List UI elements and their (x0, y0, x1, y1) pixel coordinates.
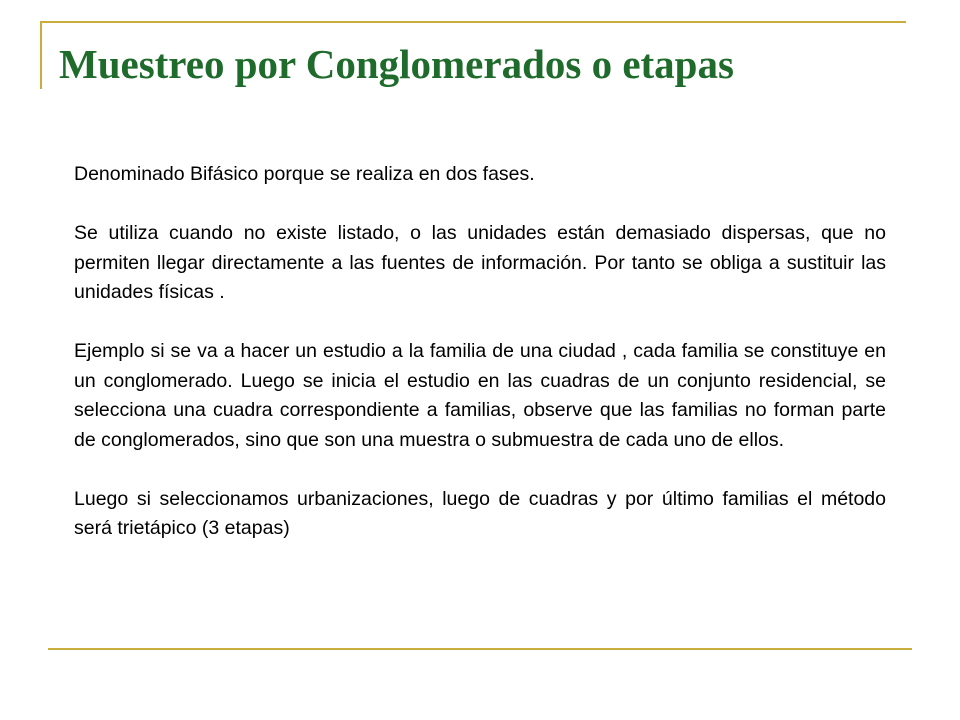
slide-title: Muestreo por Conglomerados o etapas (59, 41, 734, 87)
paragraph-definition: Denominado Bifásico porque se realiza en dos fases. (74, 163, 535, 185)
paragraph-conclusion: Luego si seleccionamos urbanizaciones, luego de cuadras y por último familias el método será trietápico (3 etapas) (74, 487, 886, 539)
top-border-rule (40, 21, 906, 23)
paragraph-example: Ejemplo si se va a hacer un estudio a la familia de una ciudad , cada familia se constituye en un conglomerado. Luego se inicia el estudio en las cuadras de un conjunto residencial, se selecciona una cuadra correspondiente a familias, observe que las familias no forman parte de conglomerados, sino que son una muestra o submuestra de cada uno de ellos. (74, 340, 886, 451)
paragraph-usage: Se utiliza cuando no existe listado, o las unidades están demasiado dispersas, que no permiten llegar directamente a las fuentes de información. Por tanto se obliga a sustituir las unidades físicas . (74, 222, 886, 303)
slide-body (74, 160, 886, 544)
bottom-border-rule (48, 648, 912, 650)
left-border-rule (40, 21, 42, 89)
